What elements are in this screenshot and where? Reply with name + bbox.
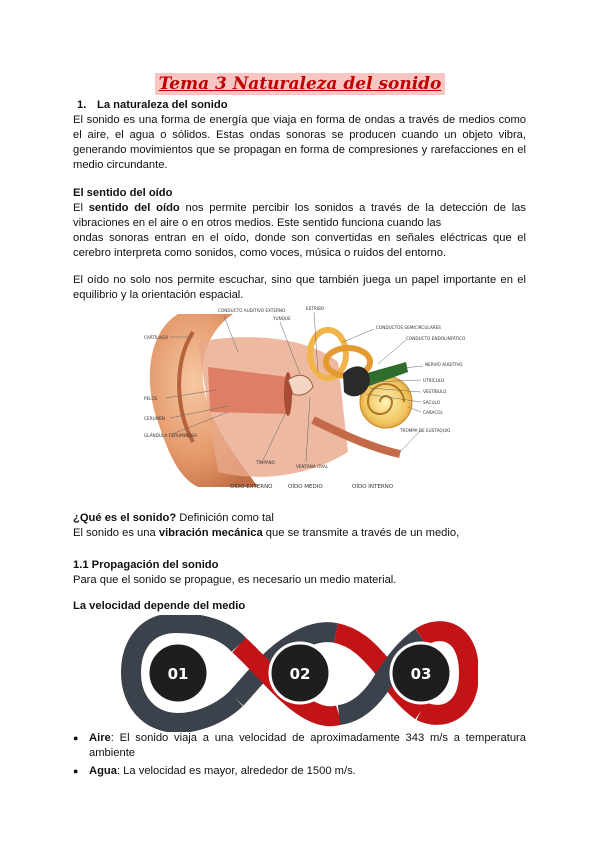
oido-paragraph-1-cont: ondas sonoras entran en el oído, donde son convertidas en señales eléctricas que el cerebro interpreta como sonidos, como voces, música o ruidos del entorno.	[73, 232, 526, 259]
label-oido-interno: OÍDO INTERNO	[352, 484, 394, 490]
bullet-text: : El sonido viaja a una velocidad de aproximadamente 343 m/s a temperatura ambiente	[89, 732, 526, 759]
arrow-left-icon: ‹‹‹	[345, 672, 361, 687]
que-es-line2-bold: vibración mecánica	[158, 527, 263, 539]
label-trompa: TROMPA DE EUSTAQUIO	[400, 428, 451, 433]
label-nervio-auditivo: NERVIO AUDITIVO	[425, 362, 463, 367]
label-caracol: CARACOL	[423, 410, 443, 415]
label-saculo: SÁCULO	[423, 400, 440, 405]
section-1-title: La naturaleza del sonido	[97, 99, 228, 111]
label-conductos-semicirculares: CONDUCTOS SEMICIRCULARES	[376, 325, 441, 330]
oido-paragraph-2: El oído no solo nos permite escuchar, sino que también juega un papel importante en el equilibrio y la orientación espacial.	[73, 274, 526, 301]
label-utriculo: UTRÍCULO	[423, 378, 445, 383]
title-wrap	[0, 73, 600, 95]
bullet-list-wrap	[73, 731, 526, 779]
bullet-list	[73, 731, 526, 779]
list-item	[73, 731, 526, 761]
step-label-1: 01	[167, 665, 189, 683]
section-1-number: 1.	[77, 99, 87, 111]
label-conducto-endolinfatico: CONDUCTO ENDOLINFÁTICO	[406, 336, 466, 341]
arrow-right-icon: ›››	[228, 670, 243, 686]
que-es-line2-prefix: El sonido es una	[73, 527, 159, 539]
section-oido	[73, 186, 526, 261]
que-es-rest: Definición como tal	[176, 512, 274, 524]
oido-paragraph-1	[73, 201, 526, 231]
infinity-infographic	[121, 615, 478, 732]
que-es-bold: ¿Qué es el sonido?	[73, 512, 177, 524]
bullet-term: Aire	[89, 732, 111, 744]
step-label-3: 03	[410, 665, 432, 683]
label-cartilago: CARTÍLAGO	[144, 335, 168, 340]
que-es-line-2	[73, 526, 526, 541]
label-timpano: TÍMPANO	[256, 460, 275, 465]
label-estribo: ESTRIBO	[306, 306, 325, 311]
label-pelos: PELOS	[144, 396, 158, 401]
section-propagacion	[73, 558, 526, 588]
ear-anatomy-figure	[138, 302, 470, 497]
section-que-es	[73, 511, 526, 541]
oido-p1-rest: nos permite percibir los sonidos a través de la detección de las vibraciones en el aire o en otros medios. Este sentido funciona cuando las	[73, 202, 526, 229]
label-oido-externo: OÍDO EXTERNO	[230, 484, 273, 490]
propagacion-text: Para que el sonido se propague, es necesario un medio material.	[73, 574, 397, 586]
label-cerumen: CERUMEN	[144, 416, 165, 421]
que-es-line2-rest: que se transmite a través de un medio,	[262, 527, 460, 539]
label-oido-medio: OÍDO MEDIO	[288, 484, 323, 490]
label-vestibulo: VESTÍBULO	[423, 389, 447, 394]
section-1-paragraph: El sonido es una forma de energía que viaja en forma de ondas a través de medios como el aire, el agua o sólidos. Estas ondas sonoras se producen cuando un objeto vibra, generando movimientos que se propagan en forma de compresiones y rarefacciones en el medio circundante.	[73, 114, 526, 171]
bullet-term: Agua	[89, 765, 117, 777]
propagacion-heading: 1.1 Propagación del sonido	[73, 559, 219, 571]
oido-p1-prefix: El	[73, 202, 89, 214]
label-yunque: YUNQUE	[273, 316, 291, 321]
page-title: Tema 3 Naturaleza del sonido	[155, 73, 446, 95]
label-glandula: GLÁNDULA CERUMINOSA	[144, 433, 198, 438]
section-1	[73, 98, 526, 173]
step-label-2: 02	[289, 665, 311, 683]
section-1-heading	[73, 98, 526, 113]
bullet-text: : La velocidad es mayor, alrededor de 1500 m/s.	[116, 765, 356, 777]
velocidad-heading: La velocidad depende del medio	[73, 600, 246, 612]
oido-heading: El sentido del oído	[73, 187, 173, 199]
que-es-line-1	[73, 511, 526, 526]
label-conducto-auditivo: CONDUCTO AUDITIVO EXTERNO	[218, 308, 286, 313]
label-ventana-oval: VENTANA OVAL	[296, 464, 329, 469]
list-item	[73, 764, 526, 779]
oido-p1-bold: sentido del oído	[88, 202, 180, 214]
